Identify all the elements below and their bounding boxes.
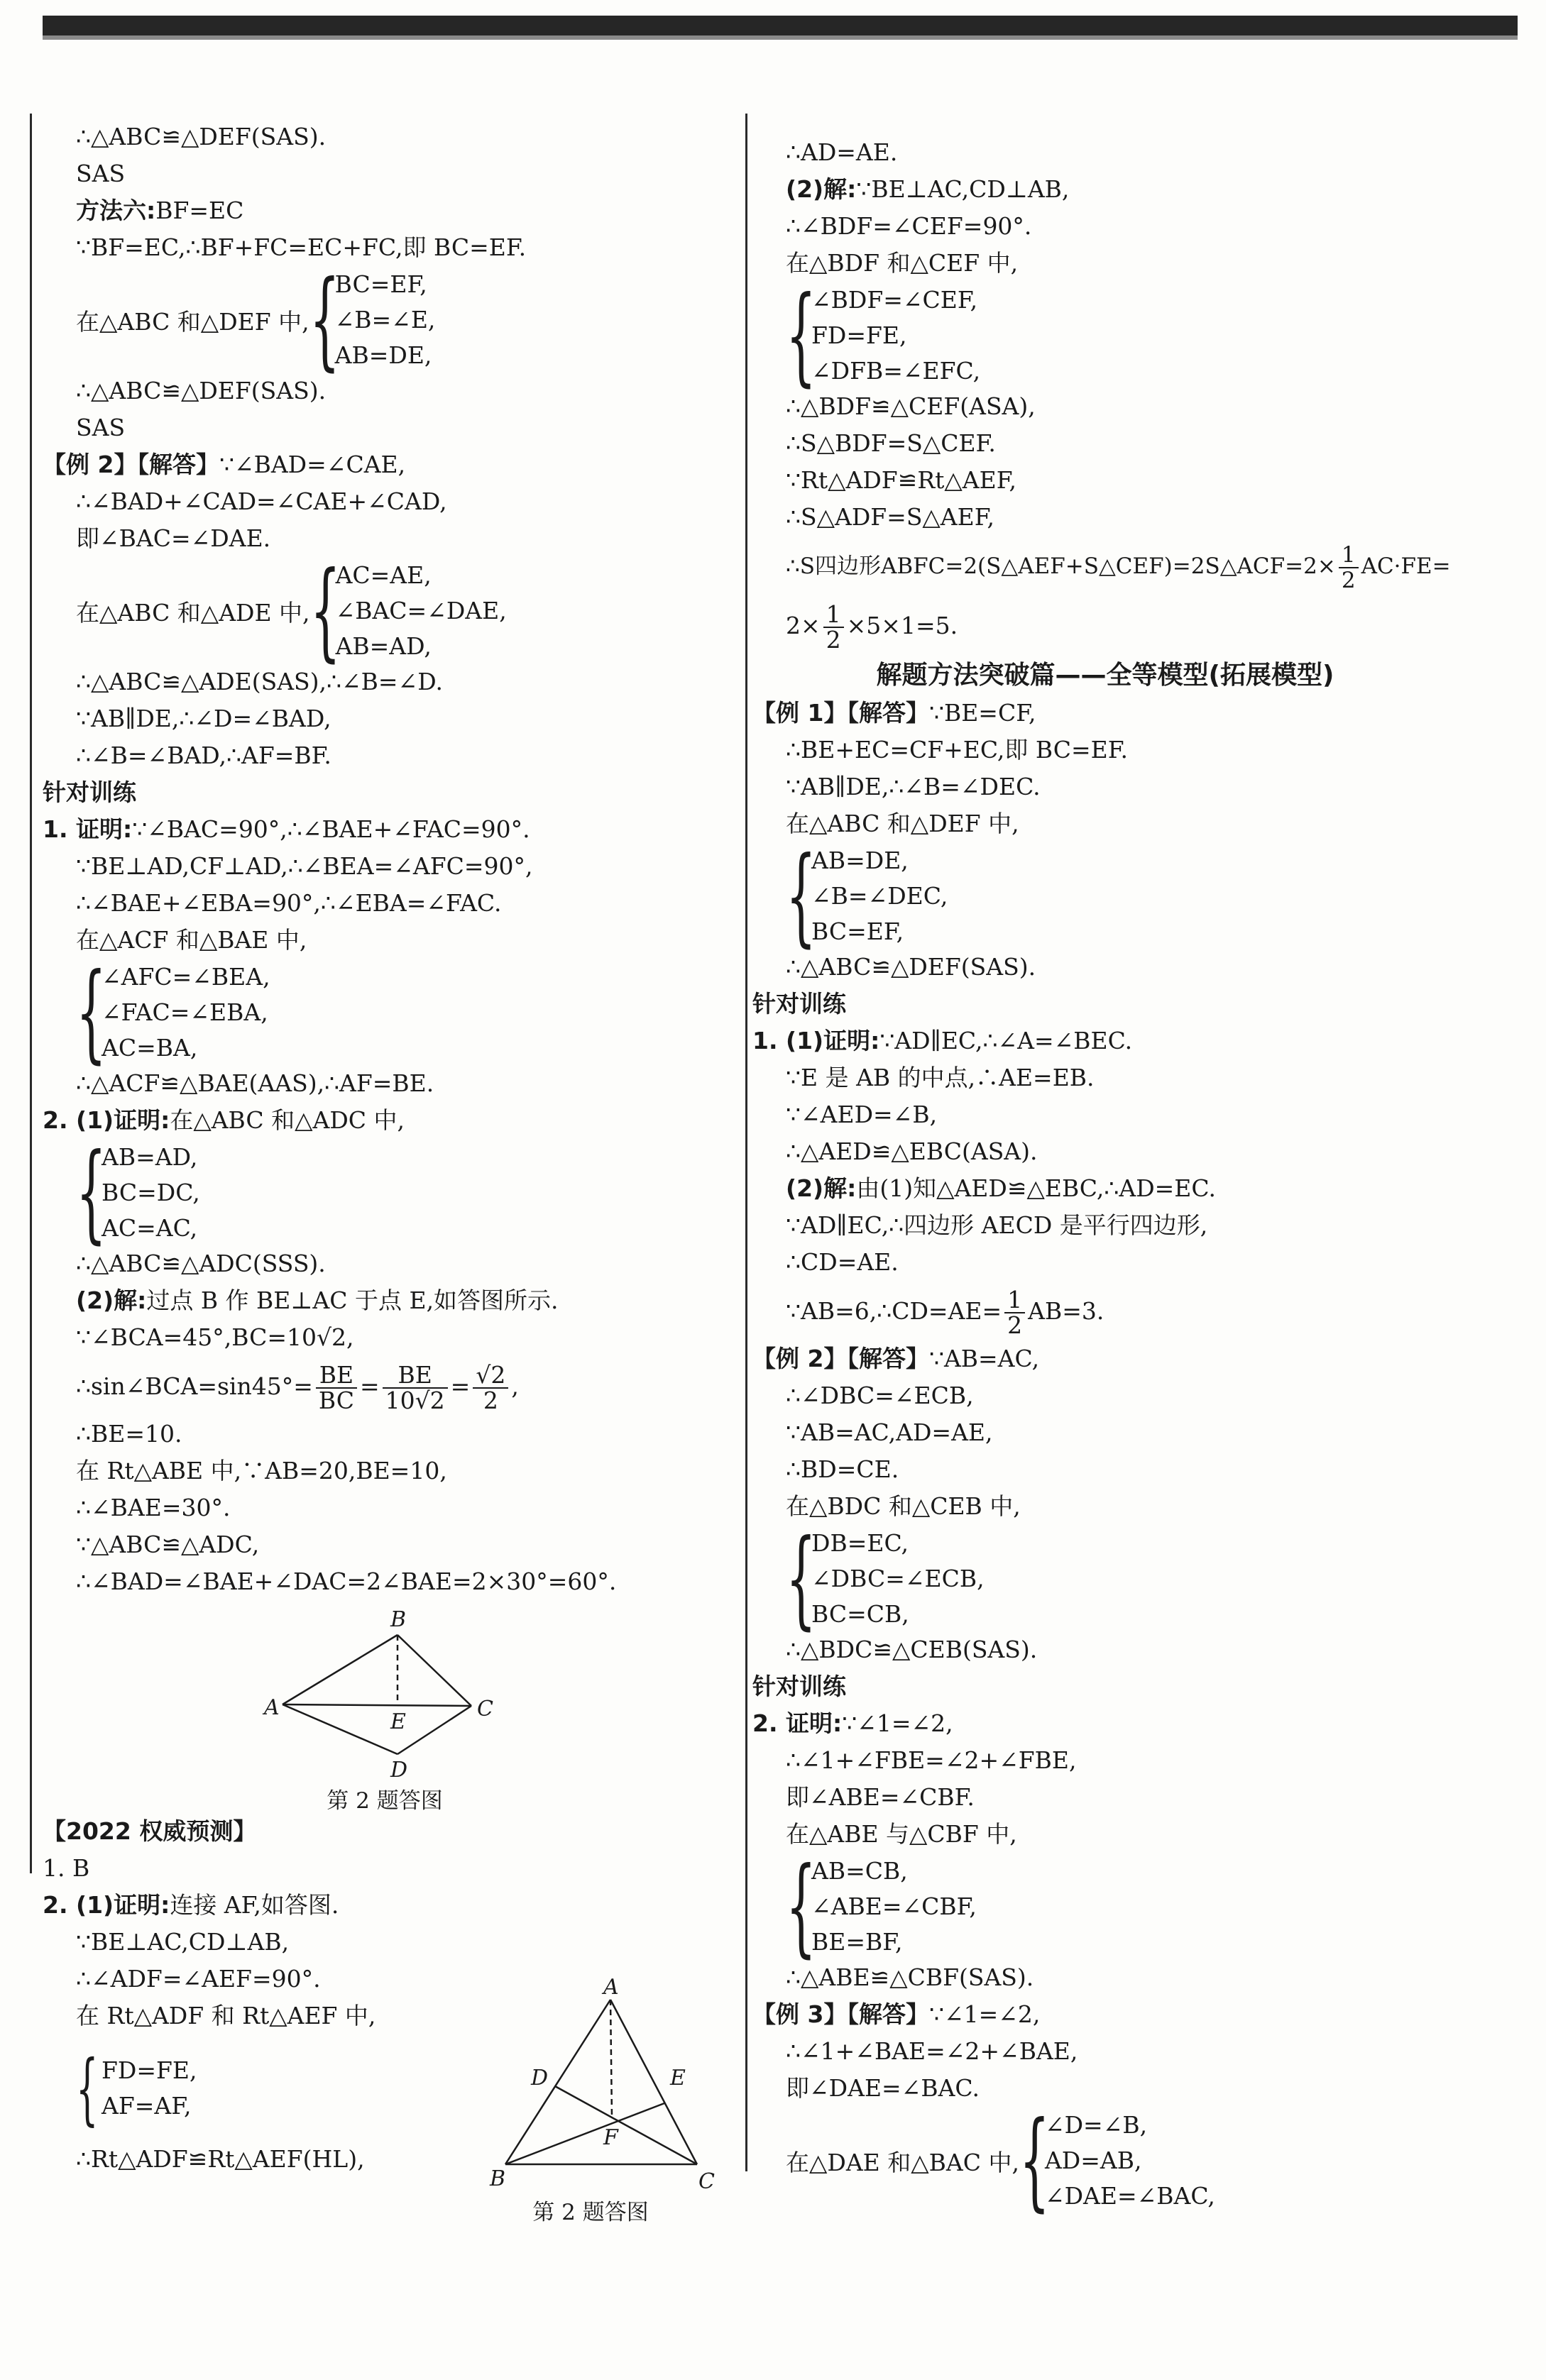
system-row: FD=FE, xyxy=(102,2056,197,2084)
label-a: A xyxy=(264,1695,280,1720)
numerator: BE xyxy=(383,1363,448,1389)
system-row: AB=DE, xyxy=(334,341,432,369)
equation-system xyxy=(740,1845,1471,1968)
left-brace: { xyxy=(786,1845,816,1968)
numerator: BE xyxy=(316,1363,357,1389)
line-text: ∵∠1=∠2, xyxy=(842,1709,953,1737)
line: ∴△ABC≌△DEF(SAS). xyxy=(76,377,327,404)
label-e: E xyxy=(670,2066,686,2090)
denominator: 2 xyxy=(483,1387,498,1414)
line: SAS xyxy=(76,160,126,187)
line: ∴△AED≌△EBC(ASA). xyxy=(786,1137,1038,1165)
line: 在△BDF 和△CEF 中, xyxy=(786,249,1019,277)
left-brace: { xyxy=(1019,2099,1050,2222)
line: ∴△ABC≌△ADE(SAS),∴∠B=∠D. xyxy=(76,668,443,695)
line-text: ∵∠BAD=∠CAE, xyxy=(219,451,406,478)
problem-label: 1. (1)证明: xyxy=(752,1027,880,1054)
system-row: ∠B=∠E, xyxy=(334,306,436,334)
label-c: C xyxy=(477,1697,493,1721)
line-text: 连接 AF,如答图. xyxy=(170,1891,339,1919)
segment-cd xyxy=(398,1706,471,1754)
section-label: 针对训练 xyxy=(43,778,136,806)
system-row: ∠DFB=∠EFC, xyxy=(811,357,981,385)
line-text: ×5×1=5. xyxy=(846,612,958,639)
line: ∴Rt△ADF≌Rt△AEF(HL), xyxy=(76,2145,365,2173)
method-label: 方法六: xyxy=(76,197,156,224)
line: 在△ABE 与△CBF 中, xyxy=(786,1820,1017,1848)
line-text: AC·FE= xyxy=(1361,553,1451,579)
system-row: ∠BAC=∠DAE, xyxy=(335,597,507,624)
line-text: ∵BE=CF, xyxy=(928,699,1036,727)
left-brace: { xyxy=(309,258,340,382)
line: ∴∠1+∠FBE=∠2+∠FBE, xyxy=(786,1746,1077,1774)
line: 1. B xyxy=(43,1854,90,1882)
system-row: ∠D=∠B, xyxy=(1044,2111,1148,2139)
line: ∵∠AED=∠B, xyxy=(786,1101,938,1128)
label-b: B xyxy=(490,2166,506,2191)
line-text: 在△ABC 和△ADC 中, xyxy=(170,1106,405,1134)
line: ∴△ABC≌△DEF(SAS). xyxy=(786,953,1036,981)
fraction-line xyxy=(30,1357,725,1416)
equation-system xyxy=(30,549,725,673)
system-row: AB=AD, xyxy=(335,632,432,660)
equals: = xyxy=(360,1372,380,1400)
system-row: AB=AD, xyxy=(102,1143,198,1171)
segment-bc xyxy=(398,1635,471,1706)
line-text: 过点 B 作 BE⊥AC 于点 E,如答图所示. xyxy=(146,1287,559,1314)
line-text: 由(1)知△AED≌△EBC,∴AD=EC. xyxy=(856,1174,1216,1202)
equation-system xyxy=(740,274,1471,397)
left-brace: { xyxy=(309,549,341,673)
line-text: BF=EC xyxy=(155,197,244,224)
system-row: AF=AF, xyxy=(102,2092,192,2120)
line: ∴BE+EC=CF+EC,即 BC=EF. xyxy=(786,736,1129,764)
line: ∵AB∥DE,∴∠B=∠DEC. xyxy=(786,773,1041,800)
label-d: D xyxy=(390,1758,408,1778)
line: ∴S△ADF=S△AEF, xyxy=(786,503,994,531)
label-b: B xyxy=(390,1607,407,1632)
line: 在△ACF 和△BAE 中, xyxy=(76,926,307,954)
segment-af xyxy=(610,2000,612,2117)
line: ∵AB∥DE,∴∠D=∠BAD, xyxy=(76,705,331,732)
system-row: AB=DE, xyxy=(811,847,909,874)
line: SAS xyxy=(76,414,126,441)
line xyxy=(740,695,1471,732)
example-label: 【例 3】【解答】 xyxy=(752,2000,929,2028)
right-column xyxy=(740,135,1471,2222)
fraction-line xyxy=(740,1282,1471,1341)
fraction xyxy=(1339,543,1359,593)
line: ∵BE⊥AC,CD⊥AB, xyxy=(76,1928,290,1956)
problem-label: 2. (1)证明: xyxy=(43,1106,170,1134)
equation-system xyxy=(740,1517,1471,1641)
line: ∴∠BDF=∠CEF=90°. xyxy=(786,212,1032,240)
label-f: F xyxy=(603,2125,618,2150)
fraction xyxy=(823,602,844,652)
line: ∴BD=CE. xyxy=(786,1455,899,1483)
numerator: √2 xyxy=(473,1363,508,1389)
triangle-diagram xyxy=(484,1978,725,2191)
line: ∴S△BDF=S△CEF. xyxy=(786,429,996,457)
line: 即∠BAC=∠DAE. xyxy=(76,524,271,552)
line xyxy=(740,1023,1471,1060)
line: ∴BE=10. xyxy=(76,1420,182,1448)
left-brace: { xyxy=(76,1131,106,1255)
line: 在△BDC 和△CEB 中, xyxy=(786,1492,1021,1520)
denominator: 2 xyxy=(1341,567,1356,593)
denominator: 2 xyxy=(1007,1311,1023,1339)
system-row: AC=AC, xyxy=(102,1214,198,1242)
line: 在△ABC 和△DEF 中, xyxy=(786,810,1019,837)
fraction xyxy=(383,1363,448,1413)
equation-system xyxy=(30,258,725,382)
line xyxy=(740,1171,1471,1208)
line-text: 2× xyxy=(786,612,821,639)
equation-system xyxy=(30,1131,725,1255)
segment-ac xyxy=(283,1704,471,1706)
line xyxy=(740,172,1471,209)
numerator: 1 xyxy=(1339,543,1359,568)
line: ∴∠BAE+∠EBA=90°,∴∠EBA=∠FAC. xyxy=(76,889,502,917)
line: ∴∠B=∠BAD,∴AF=BF. xyxy=(76,742,331,769)
system-row: AC=BA, xyxy=(102,1034,198,1062)
equation-system xyxy=(740,834,1471,958)
denominator: 10√2 xyxy=(385,1387,445,1414)
line: 在 Rt△ADF 和 Rt△AEF 中, xyxy=(76,2002,376,2029)
line: ∵Rt△ADF≌Rt△AEF, xyxy=(786,466,1016,494)
line-text: ∵AD∥EC,∴∠A=∠BEC. xyxy=(879,1027,1133,1054)
line: ∴△ABC≌△DEF(SAS). xyxy=(76,123,327,150)
example-label: 【例 2】【解答】 xyxy=(752,1345,929,1372)
fraction-line xyxy=(740,536,1471,596)
segment-ab xyxy=(283,1635,398,1704)
system-row: FD=FE, xyxy=(811,321,907,349)
line xyxy=(30,447,725,484)
line xyxy=(30,1888,725,1924)
system-row: DB=EC, xyxy=(811,1529,909,1557)
numerator: 1 xyxy=(823,602,844,628)
label-c: C xyxy=(698,2169,715,2191)
line: ∴∠BAE=30°. xyxy=(76,1494,231,1521)
top-header-edge xyxy=(43,35,1518,40)
line: ∴△ABC≌△ADC(SSS). xyxy=(76,1250,326,1277)
line xyxy=(740,1997,1471,2034)
line-text: ∵∠BAC=90°,∴∠BAE+∠FAC=90°. xyxy=(132,815,530,843)
section-label: 【2022 权威预测】 xyxy=(43,1817,257,1845)
segment-ab xyxy=(505,2000,610,2164)
line: 在 Rt△ABE 中,∵AB=20,BE=10, xyxy=(76,1457,447,1484)
line-text: ∴S四边形ABFC=2(S△AEF+S△CEF)=2S△ACF=2× xyxy=(786,553,1336,579)
part-label: (2)解: xyxy=(76,1287,147,1314)
line-text: ∵∠1=∠2, xyxy=(928,2000,1041,2028)
system-row: BC=CB, xyxy=(811,1600,909,1628)
system-row: ∠AFC=∠BEA, xyxy=(102,963,270,991)
label-e: E xyxy=(390,1709,406,1734)
figure-caption: 第 2 题答图 xyxy=(532,2200,649,2225)
denominator: BC xyxy=(318,1387,354,1414)
label-a: A xyxy=(603,1978,619,2000)
left-brace: { xyxy=(76,2043,99,2134)
line xyxy=(740,1706,1471,1743)
figure-2 xyxy=(484,1978,725,2234)
system-row: ∠DAE=∠BAC, xyxy=(1044,2182,1215,2210)
kite-diagram xyxy=(30,1601,725,1778)
line: ∴△ACF≌△BAE(AAS),∴AF=BE. xyxy=(76,1069,434,1097)
line-text: AB=3. xyxy=(1028,1297,1104,1325)
line: ∴△BDC≌△CEB(SAS). xyxy=(786,1636,1038,1663)
line: ∴△ABE≌△CBF(SAS). xyxy=(786,1963,1034,1991)
segment-da xyxy=(283,1704,398,1754)
system-row: AC=AE, xyxy=(335,561,432,589)
fraction xyxy=(1004,1288,1025,1338)
left-brace: { xyxy=(786,274,816,397)
problem-label: 2. 证明: xyxy=(752,1709,843,1737)
line: 即∠DAE=∠BAC. xyxy=(786,2074,980,2102)
system-row: BC=EF, xyxy=(334,270,427,298)
system-row: ∠BDF=∠CEF, xyxy=(811,286,978,314)
fraction xyxy=(316,1363,357,1413)
system-row: BC=EF, xyxy=(811,918,904,945)
line-text: ∵BE⊥AC,CD⊥AB, xyxy=(856,175,1070,203)
system-prefix: 在△ABC 和△DEF 中, xyxy=(76,307,309,336)
system-row: ∠FAC=∠EBA, xyxy=(102,998,268,1026)
left-brace: { xyxy=(76,951,106,1074)
problem-label: 1. 证明: xyxy=(43,815,133,843)
line xyxy=(740,1341,1471,1378)
line: ∴∠BAD=∠BAE+∠DAC=2∠BAE=2×30°=60°. xyxy=(76,1568,617,1595)
section-title: 解题方法突破篇——全等模型(拓展模型) xyxy=(876,661,1334,690)
line-text: ∵AB=AC, xyxy=(928,1345,1040,1372)
example-label: 【例 2】【解答】 xyxy=(43,451,219,478)
line-text: , xyxy=(511,1372,519,1400)
line: ∴∠ADF=∠AEF=90°. xyxy=(76,1965,321,1993)
line xyxy=(30,193,725,230)
denominator: 2 xyxy=(826,626,841,654)
line-text: ∴sin∠BCA=sin45°= xyxy=(76,1372,313,1400)
line: ∵AD∥EC,∴四边形 AECD 是平行四边形, xyxy=(786,1211,1208,1239)
line-text: ∵AB=6,∴CD=AE= xyxy=(786,1297,1002,1325)
top-header-bar xyxy=(43,16,1518,37)
system-row: AB=CB, xyxy=(811,1857,908,1885)
left-brace: { xyxy=(786,834,816,958)
fraction-line xyxy=(740,596,1471,656)
line xyxy=(30,1103,725,1140)
equation-system xyxy=(740,2099,1471,2222)
example-label: 【例 1】【解答】 xyxy=(752,699,929,727)
line: ∴AD=AE. xyxy=(786,138,898,166)
line: ∵E 是 AB 的中点,∴AE=EB. xyxy=(786,1064,1095,1091)
left-column xyxy=(30,119,725,2225)
system-row: AD=AB, xyxy=(1044,2147,1142,2174)
line: ∵BE⊥AD,CF⊥AD,∴∠BEA=∠AFC=90°, xyxy=(76,852,533,880)
line: ∵△ABC≌△ADC, xyxy=(76,1531,260,1558)
line: ∴△BDF≌△CEF(ASA), xyxy=(786,392,1036,420)
equals: = xyxy=(450,1372,471,1400)
line xyxy=(30,812,725,849)
line: ∵AB=AC,AD=AE, xyxy=(786,1418,993,1446)
line: ∵BF=EC,∴BF+FC=EC+FC,即 BC=EF. xyxy=(76,233,527,261)
problem-label: 2. (1)证明: xyxy=(43,1891,170,1919)
part-label: (2)解: xyxy=(786,1174,857,1202)
system-prefix: 在△DAE 和△BAC 中, xyxy=(786,2148,1019,2176)
system-row: ∠B=∠DEC, xyxy=(811,882,948,910)
line: ∵∠BCA=45°,BC=10√2, xyxy=(76,1323,354,1351)
line: ∴CD=AE. xyxy=(786,1248,899,1276)
section-label: 针对训练 xyxy=(752,1673,846,1700)
figure-1 xyxy=(30,1601,725,1814)
line: ∴∠DBC=∠ECB, xyxy=(786,1382,974,1409)
system-row: BE=BF, xyxy=(811,1928,903,1956)
line xyxy=(30,1283,725,1320)
system-prefix: 在△ABC 和△ADE 中, xyxy=(76,598,310,627)
line: ∴∠1+∠BAE=∠2+∠BAE, xyxy=(786,2037,1078,2065)
line: 即∠ABE=∠CBF. xyxy=(786,1783,975,1811)
line: ∴∠BAD+∠CAD=∠CAE+∠CAD, xyxy=(76,487,447,515)
numerator: 1 xyxy=(1004,1288,1025,1313)
equation-system xyxy=(30,951,725,1074)
system-row: ∠ABE=∠CBF, xyxy=(811,1893,977,1920)
system-row: BC=DC, xyxy=(102,1179,200,1206)
system-row: ∠DBC=∠ECB, xyxy=(811,1565,985,1592)
section-label: 针对训练 xyxy=(752,990,846,1018)
label-d: D xyxy=(531,2066,549,2090)
left-brace: { xyxy=(786,1517,816,1641)
figure-caption: 第 2 题答图 xyxy=(327,1788,443,1814)
part-label: (2)解: xyxy=(786,175,857,203)
fraction xyxy=(473,1363,508,1413)
